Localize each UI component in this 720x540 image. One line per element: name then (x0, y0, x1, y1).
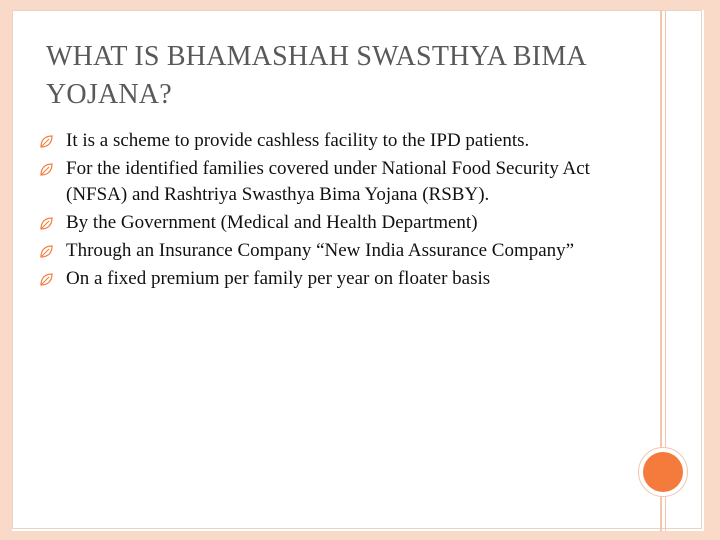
leaf-bullet-icon (40, 135, 53, 148)
orange-circle-icon (643, 452, 683, 492)
frame-bottom (0, 531, 720, 540)
list-item (40, 210, 600, 236)
leaf-bullet-icon (40, 163, 53, 176)
leaf-bullet-icon (40, 245, 53, 258)
bullet-text: Through an Insurance Company “New India Assurance Company” (66, 240, 575, 261)
slide-title: WHAT IS BHAMASHAH SWASTHYA BIMA YOJANA? (46, 41, 586, 110)
bullet-text: For the identified families covered under National Food Security Act (NFSA) and Rashtriya Swasthya Bima Yojana (RSBY). (66, 158, 590, 205)
list-item (40, 128, 600, 154)
bullet-text: By the Government (Medical and Health Department) (66, 212, 478, 233)
leaf-bullet-icon (40, 217, 53, 230)
list-item (40, 238, 600, 264)
frame-left (0, 0, 12, 540)
decor-vertical-line (660, 10, 662, 454)
bullet-text: On a fixed premium per family per year on floater basis (66, 268, 491, 289)
bullet-list (40, 128, 600, 294)
bullet-text: It is a scheme to provide cashless facility to the IPD patients. (66, 130, 530, 151)
list-item (40, 156, 600, 208)
leaf-bullet-icon (40, 273, 53, 286)
frame-top (0, 0, 720, 10)
decor-vertical-line (665, 10, 666, 454)
frame-right (704, 0, 720, 540)
list-item (40, 266, 600, 292)
